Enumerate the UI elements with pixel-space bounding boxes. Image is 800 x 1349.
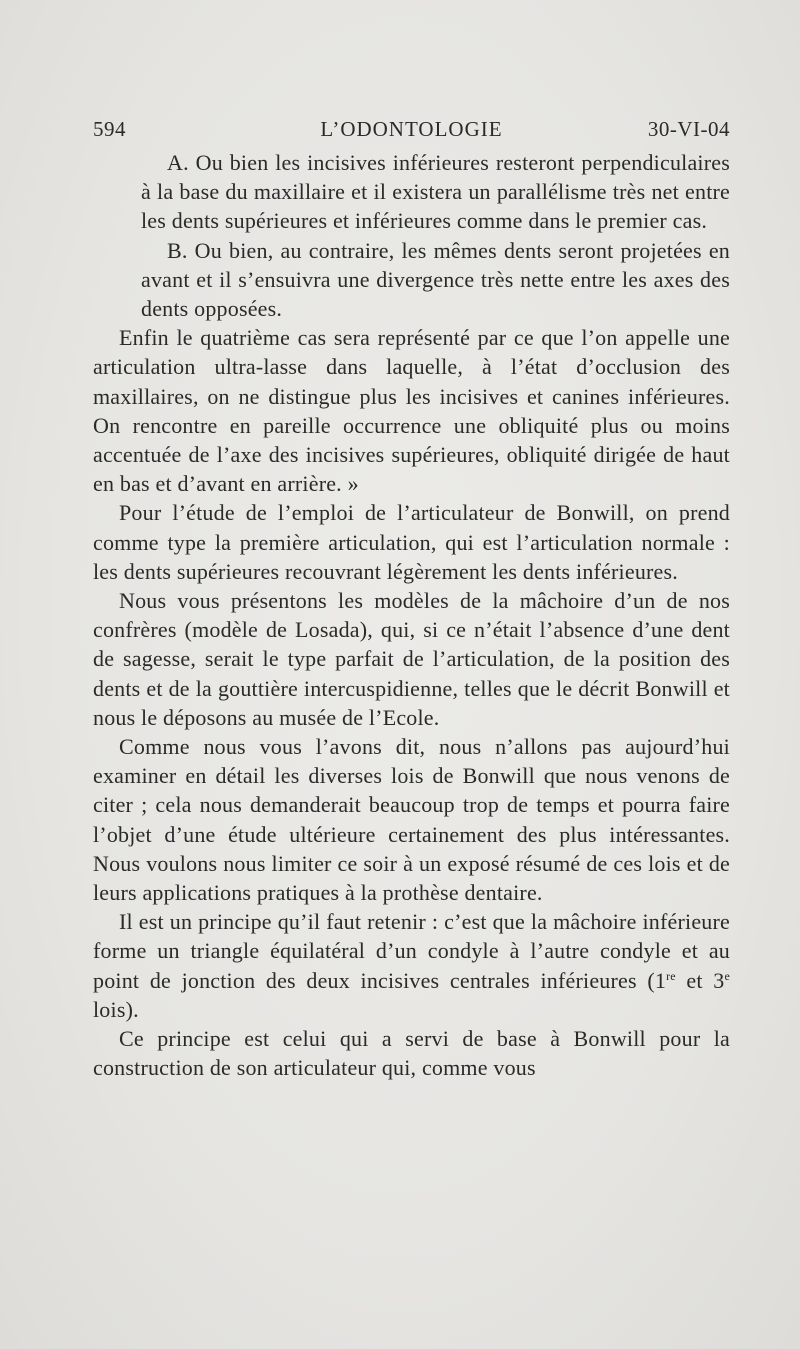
paragraph-b: B. Ou bien, au contraire, les mêmes dents seront projetées en avant et il s’ensuivra une divergence très nette entre les axes des dents opposées. xyxy=(141,237,730,322)
superscript-e: e xyxy=(724,968,730,983)
superscript-re: re xyxy=(666,968,676,983)
principle-text-middle: et 3 xyxy=(675,967,725,993)
paragraph-models: Nous vous présentons les modèles de la mâchoire d’un de nos confrères (modèle de Losada), qui, si ce n’était l’absence d’une dent de sagesse, serait le type parfait de l’articulation, de la position des dents et de la gouttière intercuspidienne, telles que le décrit Bonwill et nous le déposons au musée de l’Ecole. xyxy=(93,588,730,730)
issue-date: 30-VI-04 xyxy=(647,117,730,141)
page-number: 594 xyxy=(93,117,126,141)
paragraph-laws: Comme nous vous l’avons dit, nous n’allons pas aujourd’hui examiner en détail les diverses lois de Bonwill que nous venons de citer ; cela nous demanderait beaucoup trop de temps et pourra faire l’objet d’une étude ultérieure certainement des plus intéressantes. Nous voulons nous limiter ce soir à un exposé résumé de ces lois et de leurs applications pratiques à la prothèse dentaire. xyxy=(93,734,730,906)
paragraph-articulator: Ce principe est celui qui a servi de base à Bonwill pour la construction de son articulateur qui, comme vous xyxy=(93,1026,730,1081)
paragraph-fourth-case: Enfin le quatrième cas sera représenté par ce que l’on appelle une articulation ultra-lasse dans laquelle, à l’état d’occlusion des maxillaires, on ne distingue plus les incisives et canines inférieures. On rencontre en pareille occurrence une obliquité plus ou moins accentuée de l’axe des incisives supérieures, obliquité dirigée de haut en bas et d’avant en arrière. » xyxy=(93,325,730,497)
running-title: L’ODONTOLOGIE xyxy=(320,117,503,141)
page-body xyxy=(93,148,730,1083)
paragraph-a: A. Ou bien les incisives inférieures resteront perpendiculaires à la base du maxillaire et il existera un parallélisme très net entre les dents supérieures et inférieures comme dans le premier cas. xyxy=(141,150,730,234)
paragraph-principle xyxy=(93,907,730,1024)
principle-text-after: lois). xyxy=(93,996,139,1022)
principle-text-before: Il est un principe qu’il faut retenir : c’est que la mâchoire inférieure forme un triangle équilatéral d’un condyle à l’autre condyle et au point de jonction des deux incisives centrales inférieures (1 xyxy=(93,909,730,993)
page-header xyxy=(93,117,730,147)
paragraph-bonwill-study: Pour l’étude de l’emploi de l’articulateur de Bonwill, on prend comme type la première articulation, qui est l’articulation normale : les dents supérieures recouvrant légèrement les dents inférieures. xyxy=(93,500,730,584)
